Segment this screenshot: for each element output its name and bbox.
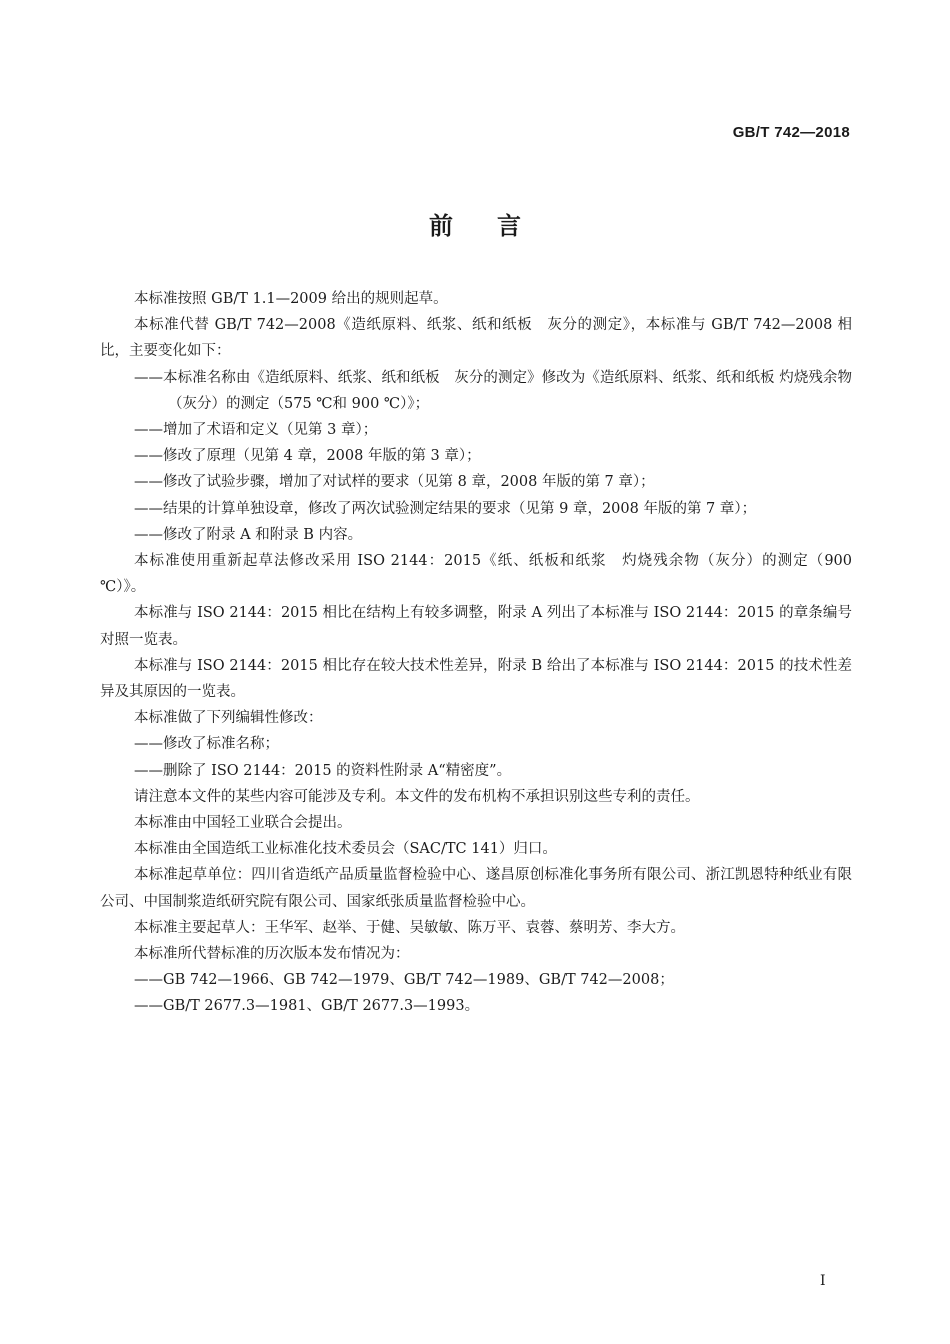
standard-code: GB/T 742—2018 [732,124,850,141]
paragraph-drafters: 本标准主要起草人：王华军、赵举、于健、吴敏敏、陈万平、袁蓉、蔡明芳、李大方。 [134,919,685,936]
history-item-gb742: ——GB 742—1966、GB 742—1979、GB/T 742—1989、GB/T 742—2008； [134,972,674,989]
paragraph-technical-differences: 本标准与 ISO 2144：2015 相比存在较大技术性差异，附录 B 给出了本标准与 ISO 2144：2015 的技术性差异及其原因的一览表。 [100,657,852,701]
foreword-body [100,286,852,1020]
paragraph-iso-adoption: 本标准使用重新起草法修改采用 ISO 2144：2015《纸、纸板和纸浆 灼烧残余物（灰分）的测定（900 ℃）》。 [100,553,852,596]
change-item-title: ——本标准名称由《造纸原料、纸浆、纸和纸板 灰分的测定》修改为《造纸原料、纸浆、纸和纸板 灼烧残余物（灰分）的测定（575 ℃和 900 ℃）》； [134,369,852,412]
change-item-principle: ——修改了原理（见第 4 章，2008 年版的第 3 章）； [134,448,481,465]
history-item-gb2677: ——GB/T 2677.3—1981、GB/T 2677.3—1993。 [134,998,480,1015]
editorial-item-annex: ——删除了 ISO 2144：2015 的资料性附录 A“精密度”。 [134,762,512,779]
editorial-item-title: ——修改了标准名称； [134,736,279,753]
paragraph-patent-notice: 请注意本文件的某些内容可能涉及专利。本文件的发布机构不承担识别这些专利的责任。 [134,788,700,805]
change-item-terms: ——增加了术语和定义（见第 3 章）； [134,422,378,439]
paragraph-drafting-units: 本标准起草单位：四川省造纸产品质量监督检验中心、遂昌原创标准化事务所有限公司、浙江凯恩特种纸业有限公司、中国制浆造纸研究院有限公司、国家纸张质量监督检验中心。 [100,867,852,910]
change-item-procedure: ——修改了试验步骤，增加了对试样的要求（见第 8 章，2008 年版的第 7 章）； [134,474,655,491]
change-item-annexes: ——修改了附录 A 和附录 B 内容。 [134,526,363,543]
paragraph-history-intro: 本标准所代替标准的历次版本发布情况为： [134,946,410,963]
paragraph-proposer: 本标准由中国轻工业联合会提出。 [134,815,352,832]
paragraph-drafting-rules: 本标准按照 GB/T 1.1—2009 给出的规则起草。 [134,291,448,307]
page-number: I [820,1273,826,1289]
paragraph-editorial-changes: 本标准做了下列编辑性修改： [134,710,323,727]
paragraph-replacement: 本标准代替 GB/T 742—2008《造纸原料、纸浆、纸和纸板 灰分的测定》，本标准与 GB/T 742—2008 相比，主要变化如下： [100,317,852,360]
page-title: 前言 [429,211,565,240]
paragraph-committee: 本标准由全国造纸工业标准化技术委员会（SAC/TC 141）归口。 [134,841,557,858]
change-item-calculation: ——结果的计算单独设章，修改了两次试验测定结果的要求（见第 9 章，2008 年版的第 7 章）； [134,500,757,517]
paragraph-structure-differences: 本标准与 ISO 2144：2015 相比在结构上有较多调整，附录 A 列出了本标准与 ISO 2144：2015 的章条编号对照一览表。 [100,605,852,648]
